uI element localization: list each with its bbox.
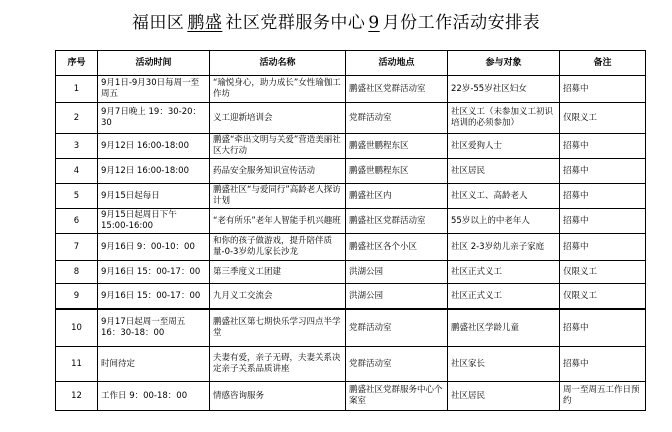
title-middle: 社区党群服务中心 bbox=[225, 13, 366, 33]
cell-participants: 社区正式义工 bbox=[448, 284, 560, 310]
cell-activity: 义工迎新培训会 bbox=[210, 103, 346, 134]
cell-activity: 鹏盛社区第七期快乐学习四点半学堂 bbox=[210, 309, 346, 347]
cell-time: 工作日 9：00-18：00 bbox=[98, 382, 210, 411]
cell-time: 9月17日起周一至周五 16：30-18：00 bbox=[98, 309, 210, 347]
table-row bbox=[56, 184, 646, 209]
cell-activity: 和你的孩子做游戏，提升陪伴质量-0-3岁幼儿家长沙龙 bbox=[210, 234, 346, 261]
cell-participants: 社区 2-3岁幼儿亲子家庭 bbox=[448, 234, 560, 261]
cell-notes: 仅限义工 bbox=[560, 284, 646, 310]
cell-index: 5 bbox=[56, 184, 98, 209]
cell-activity: “老有所乐”老年人智能手机兴趣班 bbox=[210, 209, 346, 234]
cell-participants: 社区义工、高龄老人 bbox=[448, 184, 560, 209]
cell-activity: “瑜悦身心，助力成长”女性瑜伽工作坊 bbox=[210, 76, 346, 103]
cell-activity: 第三季度义工团建 bbox=[210, 261, 346, 284]
cell-activity: 药品安全服务知识宣传活动 bbox=[210, 159, 346, 184]
cell-activity: 夫妻有爱，亲子无碍，夫妻关系决定亲子关系品质讲座 bbox=[210, 347, 346, 382]
table-row bbox=[56, 284, 646, 310]
cell-location: 党群活动室 bbox=[346, 103, 448, 134]
cell-notes: 招募中 bbox=[560, 76, 646, 103]
cell-activity: 九月义工交流会 bbox=[210, 284, 346, 310]
title-month: 9 bbox=[368, 13, 380, 33]
cell-participants: 55岁以上的中老年人 bbox=[448, 209, 560, 234]
table-row bbox=[56, 76, 646, 103]
cell-location: 鹏盛社区内 bbox=[346, 184, 448, 209]
cell-location: 洪湖公园 bbox=[346, 284, 448, 310]
header-notes: 备注 bbox=[560, 51, 646, 76]
cell-time: 9月15日起周日下午 15:00-16:00 bbox=[98, 209, 210, 234]
schedule-table bbox=[55, 50, 646, 411]
table-row bbox=[56, 159, 646, 184]
cell-participants: 22岁-55岁社区妇女 bbox=[448, 76, 560, 103]
cell-index: 1 bbox=[56, 76, 98, 103]
table-row bbox=[56, 134, 646, 159]
cell-notes: 招募中 bbox=[560, 134, 646, 159]
cell-participants: 社区义工（未参加义工初识培训的必须参加） bbox=[448, 103, 560, 134]
cell-notes: 周一至周五工作日预约 bbox=[560, 382, 646, 411]
cell-participants: 鹏盛社区学龄儿童 bbox=[448, 309, 560, 347]
cell-index: 6 bbox=[56, 209, 98, 234]
cell-time: 9月12日 16:00-18:00 bbox=[98, 134, 210, 159]
cell-index: 3 bbox=[56, 134, 98, 159]
cell-participants: 社区爱狗人士 bbox=[448, 134, 560, 159]
cell-participants: 社区家长 bbox=[448, 347, 560, 382]
cell-index: 12 bbox=[56, 382, 98, 411]
table-header-row bbox=[56, 51, 646, 76]
cell-notes: 仅限义工 bbox=[560, 261, 646, 284]
cell-time: 9月12日 16:00-18:00 bbox=[98, 159, 210, 184]
cell-location: 党群活动室 bbox=[346, 309, 448, 347]
cell-notes: 招募中 bbox=[560, 184, 646, 209]
cell-location: 洪湖公园 bbox=[346, 261, 448, 284]
cell-index: 4 bbox=[56, 159, 98, 184]
header-participants: 参与对象 bbox=[448, 51, 560, 76]
cell-time: 9月15日起每日 bbox=[98, 184, 210, 209]
cell-index: 10 bbox=[56, 309, 98, 347]
cell-time: 9月16日 9：00-10：00 bbox=[98, 234, 210, 261]
title-district: 福田区 bbox=[131, 13, 185, 33]
table-row bbox=[56, 261, 646, 284]
cell-index: 7 bbox=[56, 234, 98, 261]
page-title bbox=[0, 8, 672, 33]
cell-time: 9月16日 15：00-17：00 bbox=[98, 284, 210, 310]
cell-location: 鹏盛世鹏程东区 bbox=[346, 134, 448, 159]
table-row bbox=[56, 103, 646, 134]
cell-activity: 鹏盛“牵出文明与关爱”营造美丽社区大行动 bbox=[210, 134, 346, 159]
header-index: 序号 bbox=[56, 51, 98, 76]
cell-notes: 招募中 bbox=[560, 347, 646, 382]
cell-participants: 社区居民 bbox=[448, 382, 560, 411]
cell-index: 2 bbox=[56, 103, 98, 134]
header-location: 活动地点 bbox=[346, 51, 448, 76]
cell-location: 鹏盛社区党群服务中心个案室 bbox=[346, 382, 448, 411]
table-row bbox=[56, 234, 646, 261]
cell-location: 党群活动室 bbox=[346, 347, 448, 382]
cell-notes: 招募中 bbox=[560, 234, 646, 261]
cell-activity: 情感咨询服务 bbox=[210, 382, 346, 411]
cell-notes: 招募中 bbox=[560, 159, 646, 184]
cell-location: 鹏盛社区各个小区 bbox=[346, 234, 448, 261]
cell-time: 9月7日晚上 19：30-20：30 bbox=[98, 103, 210, 134]
cell-notes: 招募中 bbox=[560, 309, 646, 347]
cell-time: 9月16日 15：00-17：00 bbox=[98, 261, 210, 284]
header-activity: 活动名称 bbox=[210, 51, 346, 76]
title-community: 鹏盛 bbox=[187, 13, 223, 33]
cell-participants: 社区正式义工 bbox=[448, 261, 560, 284]
table-row bbox=[56, 382, 646, 411]
cell-notes: 仅限义工 bbox=[560, 103, 646, 134]
header-time: 活动时间 bbox=[98, 51, 210, 76]
cell-notes: 招募中 bbox=[560, 209, 646, 234]
cell-location: 鹏盛社区党群活动室 bbox=[346, 76, 448, 103]
cell-index: 11 bbox=[56, 347, 98, 382]
cell-index: 9 bbox=[56, 284, 98, 310]
cell-index: 8 bbox=[56, 261, 98, 284]
cell-participants: 社区居民 bbox=[448, 159, 560, 184]
cell-location: 鹏盛社区党群活动室 bbox=[346, 209, 448, 234]
cell-time: 时间待定 bbox=[98, 347, 210, 382]
title-suffix: 月份工作活动安排表 bbox=[382, 13, 541, 33]
cell-activity: 鹏盛社区“与爱同行”高龄老人探访计划 bbox=[210, 184, 346, 209]
table-row bbox=[56, 209, 646, 234]
table-row bbox=[56, 347, 646, 382]
table-row bbox=[56, 309, 646, 347]
cell-time: 9月1日-9月30日每周一至周五 bbox=[98, 76, 210, 103]
cell-location: 鹏盛世鹏程东区 bbox=[346, 159, 448, 184]
